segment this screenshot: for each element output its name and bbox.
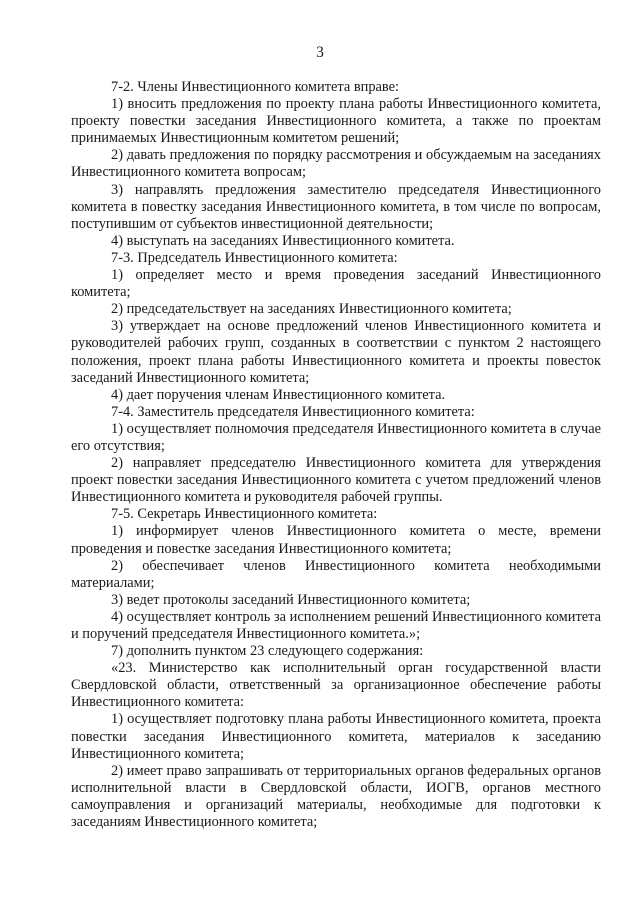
list-item: 3) направлять предложения заместителю председателя Инвестиционного комитета в повестку заседания Инвестиционного комитета, в том числе по вопросам, поступившим от субъектов инвестиционной деятельности; — [71, 181, 601, 232]
list-item: 1) определяет место и время проведения заседаний Инвестиционного комитета; — [71, 267, 601, 301]
section-heading-7-2: 7-2. Члены Инвестиционного комитета вправе: — [111, 79, 400, 95]
list-item: 2) председательствует на заседаниях Инвестиционного комитета; — [111, 301, 512, 318]
page-number: 3 — [316, 44, 324, 61]
list-item: 1) вносить предложения по проекту плана работы Инвестиционного комитета, проекту повестки заседания Инвестиционного комитета, а также по проектам принимаемых Инвестиционным комитетом решений; — [71, 96, 601, 147]
list-item: 4) осуществляет контроль за исполнением решений Инвестиционного комитета и поручений председателя Инвестиционного комитета.»; — [71, 608, 601, 642]
section-heading-7-3: 7-3. Председатель Инвестиционного комитета: — [111, 249, 398, 266]
list-item: 3) утверждает на основе предложений членов Инвестиционного комитета и руководителей рабочих групп, созданных в соответствии с пунктом 2 настоящего положения, проект плана работы Инвестиционного комитета и проекты повесток заседаний Инвестиционного комитета; — [71, 318, 601, 386]
list-item: 4) дает поручения членам Инвестиционного комитета. — [111, 386, 446, 403]
section-heading-7-4: 7-4. Заместитель председателя Инвестиционного комитета: — [111, 403, 475, 420]
list-item: 2) обеспечивает членов Инвестиционного комитета необходимыми материалами; — [71, 557, 601, 591]
list-item: 2) направляет председателю Инвестиционного комитета для утверждения проект повестки заседания Инвестиционного комитета с учетом предложений членов Инвестиционного комитета и руководителя рабочей группы. — [71, 455, 601, 506]
list-item: 3) ведет протоколы заседаний Инвестиционного комитета; — [111, 591, 471, 608]
list-item: 1) информирует членов Инвестиционного комитета о месте, времени проведения и повестке заседания Инвестиционного комитета; — [71, 523, 601, 557]
document-body — [71, 79, 601, 831]
list-item: 2) давать предложения по порядку рассмотрения и обсуждаемым на заседаниях Инвестиционного комитета вопросам; — [71, 147, 601, 181]
clause-23-intro: «23. Министерство как исполнительный орган государственной власти Свердловской области, ответственный за организационное обеспечение работы Инвестиционного комитета: — [71, 660, 601, 711]
list-item: 1) осуществляет полномочия председателя Инвестиционного комитета в случае его отсутствия; — [71, 420, 601, 454]
list-item: 2) имеет право запрашивать от территориальных органов федеральных органов исполнительной власти в Свердловской области, ИОГВ, органов местного самоуправления и организаций материалы, необходимые для подготовки к заседаниям Инвестиционного комитета; — [71, 762, 601, 831]
list-item: 1) осуществляет подготовку плана работы Инвестиционного комитета, проекта повестки заседания Инвестиционного комитета, материалов к заседанию Инвестиционного комитета; — [71, 711, 601, 762]
section-heading-7-5: 7-5. Секретарь Инвестиционного комитета: — [111, 506, 378, 523]
amendment-item: 7) дополнить пунктом 23 следующего содержания: — [111, 643, 424, 660]
list-item: 4) выступать на заседаниях Инвестиционного комитета. — [111, 232, 455, 249]
